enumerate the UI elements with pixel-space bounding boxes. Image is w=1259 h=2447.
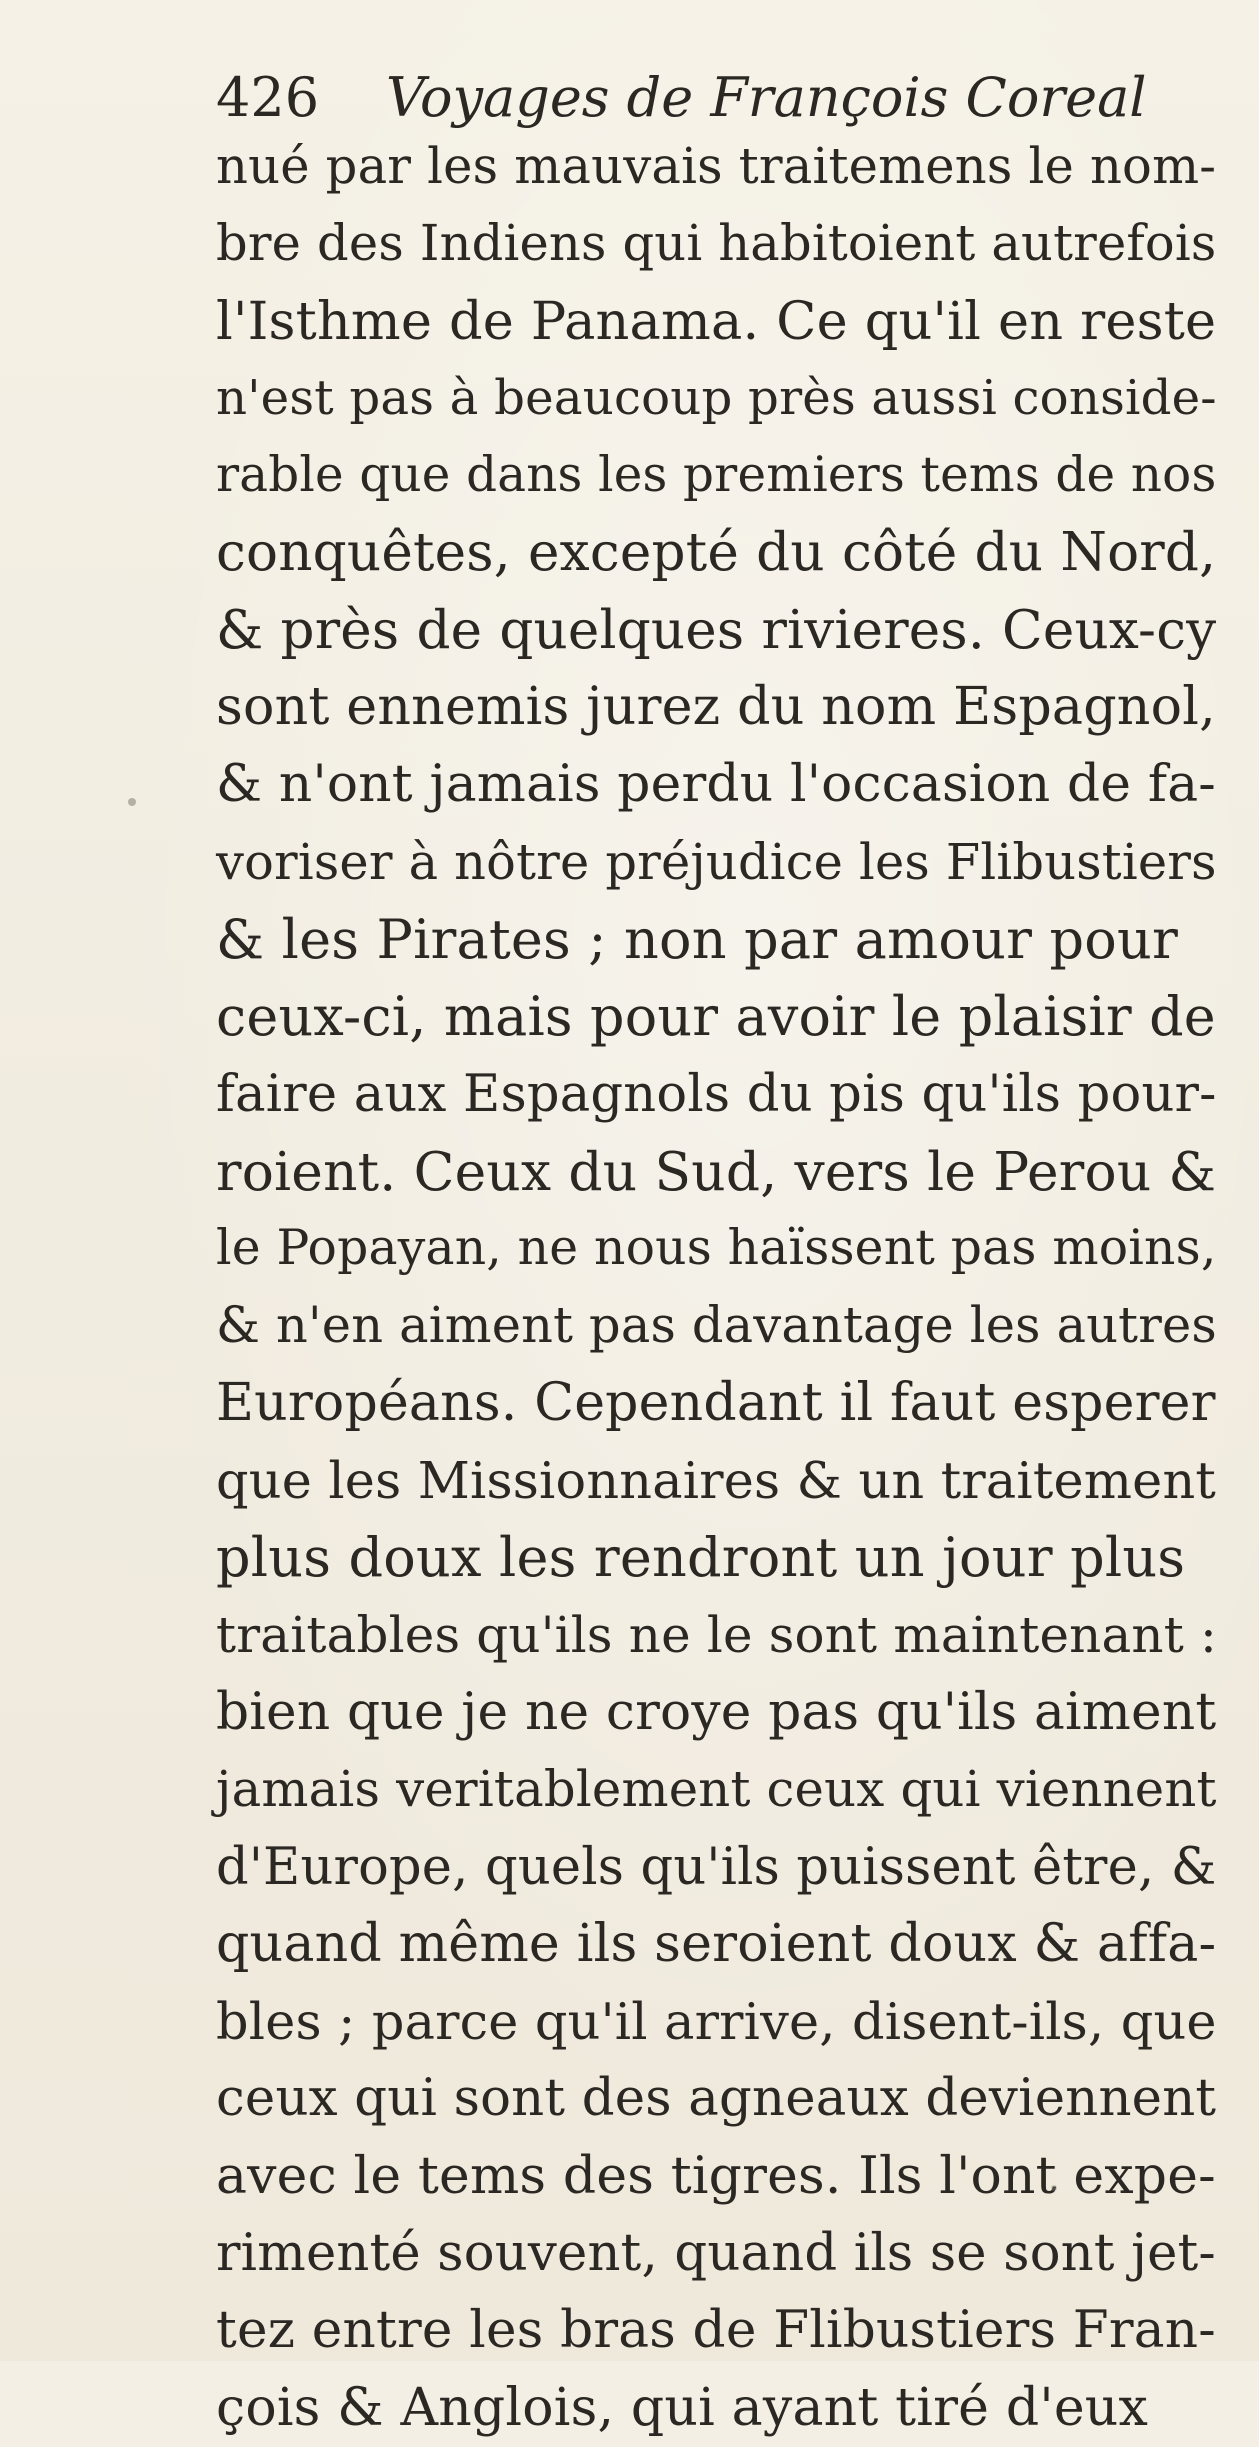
text-line: ceux-ci, mais pour avoir le plaisir de — [216, 985, 1216, 1049]
text-line: & n'en aiment pas davantage les autres — [216, 1296, 1217, 1355]
text-line: faire aux Espagnols du pis qu'ils pour- — [216, 1064, 1217, 1124]
text-line: que les Missionnaires & un traitement — [216, 1451, 1217, 1511]
text-line: tez entre les bras de Flibustiers Fran- — [216, 2300, 1216, 2361]
text-line: ceux qui sont des agneaux deviennent — [216, 2068, 1217, 2129]
paper-speck — [128, 798, 136, 806]
text-line: rimenté souvent, quand ils se sont jet- — [216, 2223, 1216, 2284]
running-head — [216, 58, 1216, 138]
text-line: sont ennemis jurez du nom Espagnol, — [216, 677, 1216, 738]
running-title: Voyages de François Coreal — [386, 66, 1147, 129]
text-line: avec le tems des tigres. Ils l'ont expe- — [216, 2145, 1216, 2206]
body-text — [216, 128, 1216, 2447]
text-line: Européans. Cependant il faut esperer — [216, 1372, 1216, 1433]
text-line: voriser à nôtre préjudice les Flibustiers — [216, 832, 1217, 891]
text-line: çois & Anglois, qui ayant tiré d'eux — [216, 2377, 1149, 2438]
text-line: l'Isthme de Panama. Ce qu'il en reste — [216, 290, 1217, 352]
text-line: & près de quelques rivieres. Ceux-cy — [216, 598, 1217, 661]
text-line: roient. Ceux du Sud, vers le Perou & — [216, 1139, 1217, 1203]
text-line: plus doux les rendront un jour plus — [216, 1526, 1186, 1590]
paper-speck — [1051, 2185, 1057, 2191]
text-line: & les Pirates ; non par amour pour — [216, 907, 1178, 971]
text-line: conquêtes, excepté du côté du Nord, — [216, 521, 1217, 584]
text-line: quand même ils seroient doux & affa- — [216, 1913, 1217, 1974]
text-line: & n'ont jamais perdu l'occasion de fa- — [216, 754, 1216, 815]
text-line: d'Europe, quels qu'ils puissent être, & — [216, 1837, 1217, 1897]
text-line: bles ; parce qu'il arrive, disent-ils, que — [216, 1992, 1217, 2052]
text-line: rable que dans les premiers tems de nos — [216, 447, 1217, 504]
text-line: traitables qu'ils ne le sont maintenant : — [216, 1605, 1217, 1664]
text-line: jamais veritablement ceux qui viennent — [216, 1760, 1217, 1819]
text-line: le Popayan, ne nous haïssent pas moins, — [216, 1220, 1217, 1277]
text-line: bien que je ne croye pas qu'ils aiment — [216, 1681, 1217, 1742]
text-line: bre des Indiens qui habitoient autrefois — [216, 214, 1217, 273]
page-number: 426 — [216, 66, 320, 129]
text-line: n'est pas à beaucoup près aussi conside- — [216, 369, 1217, 426]
text-line: nué par les mauvais traitemens le nom- — [216, 137, 1217, 195]
